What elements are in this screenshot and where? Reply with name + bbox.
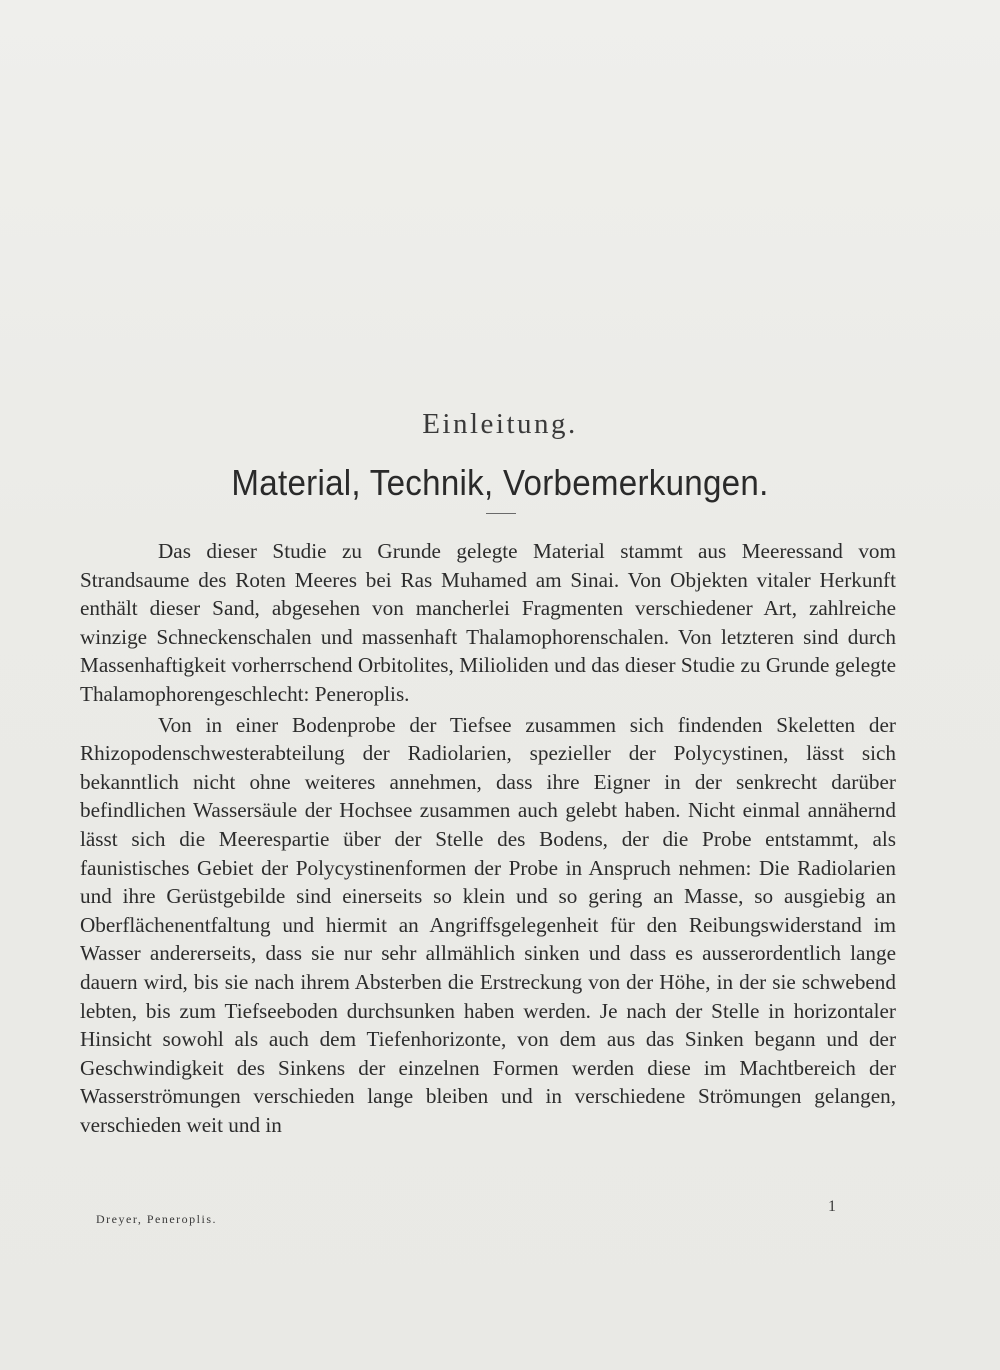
chapter-title: Material, Technik, Vorbemerkungen. [231, 462, 769, 503]
body-text [80, 537, 896, 1139]
page-number: 1 [828, 1198, 836, 1215]
paragraph: Das dieser Studie zu Grunde gelegte Material stammt aus Meeressand vom Strandsaume des Roten Meeres bei Ras Muhamed am Sinai. Von Objekten vitaler Herkunft enthält dieser Sand, abgesehen von mancherlei Fragmenten verschiedener Art, zahlreiche winzige Schneckenschalen und massenhaft Thalamophorenschalen. Von letzteren sind durch Massenhaftigkeit vorherrschend Orbitolites, Milioliden und das dieser Studie zu Grunde gelegte Thalamophorengeschlecht: Peneroplis. [80, 539, 896, 706]
running-footer: Dreyer, Peneroplis. [96, 1212, 217, 1226]
section-heading: Einleitung. [422, 408, 578, 440]
paragraph: Von in einer Bodenprobe der Tiefsee zusammen sich findenden Skeletten der Rhizopodenschwesterabteilung der Radiolarien, spezieller der Polycystinen, lässt sich bekanntlich nicht ohne weiteres annehmen, dass ihre Eigner in der senkrecht darüber befindlichen Wassersäule der Hochsee zusammen auch gelebt haben. Nicht einmal annähernd lässt sich die Meerespartie über der Stelle des Bodens, der die Probe entstammt, als faunistisches Gebiet der Polycystinenformen der Probe in Anspruch nehmen: Die Radiolarien und ihre Gerüstgebilde sind einerseits so klein und so gering an Masse, so ausgiebig an Oberflächenentfaltung und hiermit an Angriffsgelegenheit für den Reibungswiderstand im Wasser andererseits, dass sie nur sehr allmählich sinken und dass es ausserordentlich lange dauern wird, bis sie nach ihrem Absterben die Erstreckung von der Höhe, in der sie schwebend lebten, bis zum Tiefseeboden durchsunken haben werden. Je nach der Stelle in horizontaler Hinsicht sowohl als auch dem Tiefenhorizonte, von dem aus das Sinken begann und der Geschwindigkeit des Sinkens der einzelnen Formen werden diese im Machtbereich der Wasserströmungen verschieden lange bleiben und in verschiedene Strömungen gelangen, verschieden weit und in [80, 712, 896, 1137]
title-divider [486, 513, 516, 514]
